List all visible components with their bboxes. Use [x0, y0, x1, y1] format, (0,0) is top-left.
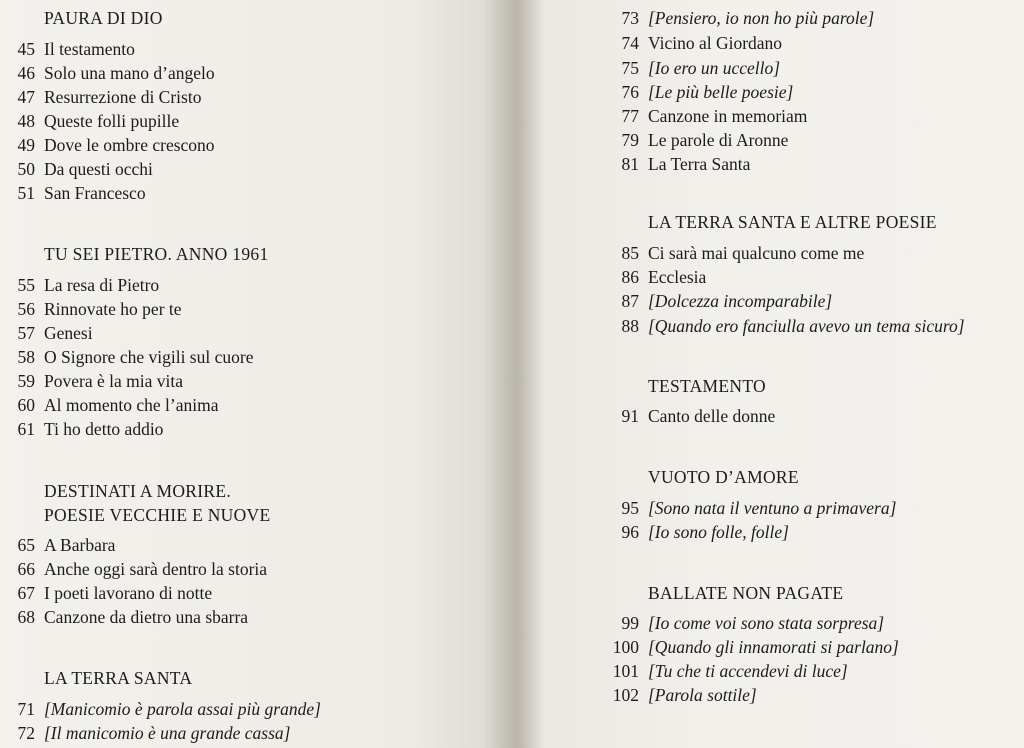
page-number: 91 — [621, 406, 639, 426]
page-number: 99 — [621, 613, 639, 633]
poem-title: Rinnovate ho per te — [44, 299, 182, 319]
page-number: 100 — [612, 637, 639, 657]
poem-title: [Io sono folle, folle] — [648, 522, 789, 542]
toc-entry — [17, 109, 180, 133]
toc-entry — [621, 80, 794, 104]
toc-entry — [17, 417, 164, 441]
toc-entry — [17, 157, 153, 181]
toc-entry — [17, 273, 160, 297]
toc-entry — [612, 659, 848, 683]
section-heading-la-terra-santa-e-altre-poesie: LA TERRA SANTA E ALTRE POESIE — [648, 212, 937, 232]
toc-entry — [17, 697, 321, 721]
toc-entry — [621, 6, 875, 30]
section-heading-tu-sei-pietro: TU SEI PIETRO. ANNO 1961 — [44, 244, 269, 264]
page-number: 76 — [621, 82, 639, 102]
page-number: 47 — [17, 87, 35, 107]
page-number: 77 — [621, 106, 639, 126]
toc-entry — [621, 289, 833, 313]
toc-entry — [621, 520, 789, 544]
poem-title: [Tu che ti accendevi di luce] — [648, 661, 848, 681]
page-number: 96 — [621, 522, 639, 542]
poem-title: Canzone da dietro una sbarra — [44, 607, 249, 627]
toc-entry — [17, 297, 182, 321]
toc-entry — [17, 133, 215, 157]
poem-title: Canto delle donne — [648, 406, 776, 426]
poem-title: Genesi — [44, 323, 93, 343]
toc-entry — [621, 152, 751, 176]
poem-title: I poeti lavorano di notte — [44, 583, 213, 603]
poem-title: [Parola sottile] — [648, 685, 757, 705]
toc-entry — [612, 635, 899, 659]
toc-entry — [621, 128, 789, 152]
poem-title: Povera è la mia vita — [44, 371, 183, 391]
page-number: 75 — [621, 58, 639, 78]
page-number: 59 — [17, 371, 35, 391]
poem-title: Anche oggi sarà dentro la storia — [44, 559, 268, 579]
page-number: 49 — [17, 135, 35, 155]
poem-title: [Sono nata il ventuno a primavera] — [648, 498, 897, 518]
poem-title: O Signore che vigili sul cuore — [44, 347, 254, 367]
poem-title: [Il manicomio è una grande cassa] — [44, 723, 291, 743]
poem-title: Ci sarà mai qualcuno come me — [648, 243, 865, 263]
toc-entry — [17, 581, 213, 605]
page-number: 67 — [17, 583, 35, 603]
page-number: 87 — [621, 291, 639, 311]
toc-entry — [17, 345, 254, 369]
section-heading-paura-di-dio: PAURA DI DIO — [44, 8, 163, 28]
poem-title: Ti ho detto addio — [44, 419, 164, 439]
page-number: 86 — [621, 267, 639, 287]
poem-title: Queste folli pupille — [44, 111, 180, 131]
toc-entry — [612, 683, 757, 707]
toc-entry — [621, 56, 781, 80]
page-number: 57 — [17, 323, 35, 343]
poem-title: La Terra Santa — [648, 154, 751, 174]
poem-title: Vicino al Giordano — [648, 33, 783, 53]
page-number: 48 — [17, 111, 35, 131]
page-number: 51 — [17, 183, 35, 203]
page-number: 101 — [612, 661, 639, 681]
poem-title: La resa di Pietro — [44, 275, 160, 295]
page-number: 60 — [17, 395, 35, 415]
poem-title: Canzone in memoriam — [648, 106, 808, 126]
toc-entry — [17, 321, 93, 345]
page-number: 58 — [17, 347, 35, 367]
poem-title: Resurrezione di Cristo — [44, 87, 202, 107]
toc-entry — [17, 61, 215, 85]
page-number: 79 — [621, 130, 639, 150]
page-number: 61 — [17, 419, 35, 439]
right-page — [520, 0, 1024, 748]
poem-title: Solo una mano d’angelo — [44, 63, 215, 83]
toc-entry — [17, 85, 202, 109]
toc-entry — [17, 605, 249, 629]
poem-title: [Io ero un uccello] — [648, 58, 781, 78]
page-number: 45 — [17, 39, 35, 59]
toc-entry — [17, 369, 183, 393]
toc-entry — [17, 721, 291, 745]
poem-title: [Quando gli innamorati si parlano] — [648, 637, 899, 657]
toc-entry — [621, 265, 707, 289]
page-number: 50 — [17, 159, 35, 179]
toc-entry — [621, 104, 808, 128]
toc-entry — [17, 557, 268, 581]
left-page — [0, 0, 500, 748]
poem-title: [Manicomio è parola assai più grande] — [44, 699, 321, 719]
poem-title: Il testamento — [44, 39, 135, 59]
page-number: 102 — [612, 685, 639, 705]
poem-title: San Francesco — [44, 183, 146, 203]
section-heading-poesie-vecchie-e-nuove: POESIE VECCHIE E NUOVE — [44, 505, 271, 525]
section-heading-ballate-non-pagate: BALLATE NON PAGATE — [648, 583, 844, 603]
page-number: 55 — [17, 275, 35, 295]
page-number: 95 — [621, 498, 639, 518]
page-number: 73 — [621, 8, 639, 28]
poem-title: Dove le ombre crescono — [44, 135, 215, 155]
toc-entry — [621, 31, 783, 55]
poem-title: [Le più belle poesie] — [648, 82, 794, 102]
poem-title: [Quando ero fanciulla avevo un tema sicuro] — [648, 316, 965, 336]
toc-entry — [17, 393, 219, 417]
page-number: 72 — [17, 723, 35, 743]
page-number: 71 — [17, 699, 35, 719]
section-heading-la-terra-santa: LA TERRA SANTA — [44, 668, 193, 688]
page-number: 46 — [17, 63, 35, 83]
poem-title: [Dolcezza incomparabile] — [648, 291, 833, 311]
poem-title: Da questi occhi — [44, 159, 153, 179]
page-number: 56 — [17, 299, 35, 319]
page-number: 66 — [17, 559, 35, 579]
page-number: 68 — [17, 607, 35, 627]
section-heading-testamento: TESTAMENTO — [648, 376, 766, 396]
poem-title: [Pensiero, io non ho più parole] — [648, 8, 875, 28]
toc-entry — [17, 181, 146, 205]
toc-entry — [621, 611, 885, 635]
page-number: 88 — [621, 316, 639, 336]
page-number: 65 — [17, 535, 35, 555]
toc-entry — [17, 533, 116, 557]
section-heading-vuoto-d-amore: VUOTO D’AMORE — [648, 467, 799, 487]
page-number: 85 — [621, 243, 639, 263]
section-heading-destinati-a-morire: DESTINATI A MORIRE. — [44, 481, 232, 501]
toc-entry — [621, 496, 897, 520]
page-number: 74 — [621, 33, 639, 53]
toc-entry — [17, 37, 135, 61]
poem-title: Le parole di Aronne — [648, 130, 789, 150]
poem-title: Ecclesia — [648, 267, 707, 287]
page-number: 81 — [621, 154, 639, 174]
poem-title: A Barbara — [44, 535, 116, 555]
poem-title: [Io come voi sono stata sorpresa] — [648, 613, 885, 633]
toc-entry — [621, 314, 965, 338]
toc-entry — [621, 404, 776, 428]
poem-title: Al momento che l’anima — [44, 395, 219, 415]
toc-entry — [621, 241, 865, 265]
